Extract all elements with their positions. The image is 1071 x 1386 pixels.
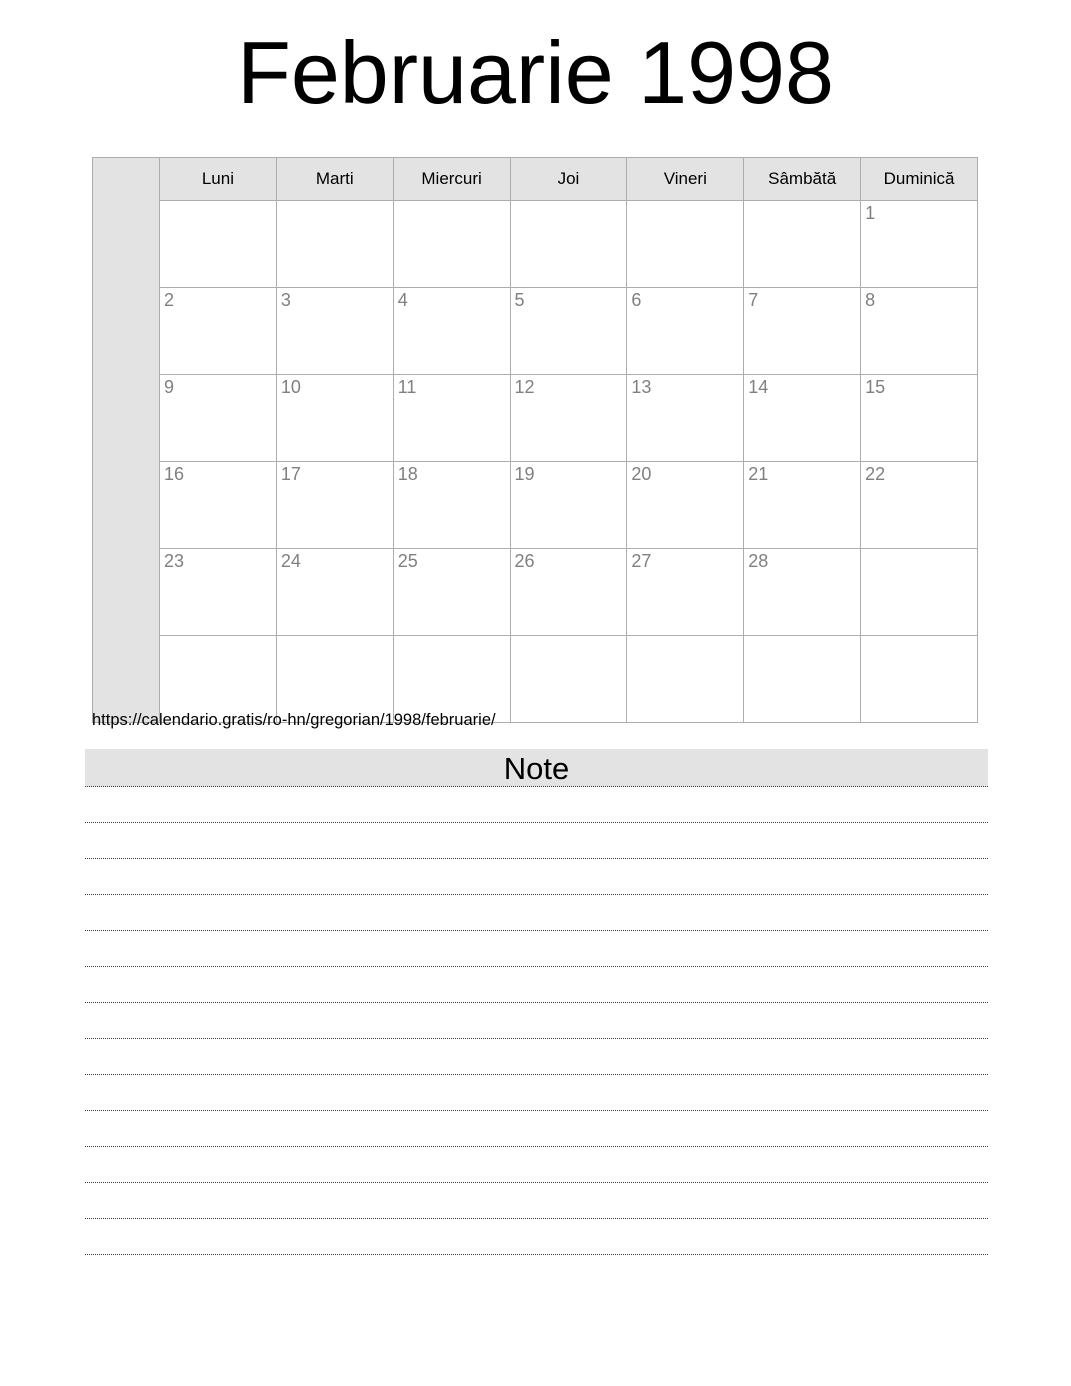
note-line <box>85 859 988 895</box>
note-line <box>85 1075 988 1111</box>
empty-day-cell <box>276 636 393 723</box>
day-cell: 18 <box>393 462 510 549</box>
day-cell: 26 <box>510 549 627 636</box>
day-cell: 12 <box>510 375 627 462</box>
note-line <box>85 1183 988 1219</box>
weekday-header: Sâmbătă <box>744 158 861 201</box>
empty-day-cell <box>627 201 744 288</box>
day-cell: 22 <box>861 462 978 549</box>
week-row <box>93 636 978 723</box>
day-cell: 2 <box>160 288 277 375</box>
empty-day-cell <box>160 201 277 288</box>
day-cell: 11 <box>393 375 510 462</box>
note-line <box>85 1219 988 1255</box>
note-line <box>85 931 988 967</box>
empty-day-cell <box>861 549 978 636</box>
week-row <box>93 375 978 462</box>
empty-day-cell <box>393 201 510 288</box>
calendar-table <box>92 157 978 723</box>
empty-day-cell <box>861 636 978 723</box>
empty-day-cell <box>744 636 861 723</box>
weekday-header: Duminică <box>861 158 978 201</box>
day-cell: 14 <box>744 375 861 462</box>
day-cell: 6 <box>627 288 744 375</box>
note-line <box>85 823 988 859</box>
day-cell: 10 <box>276 375 393 462</box>
day-cell: 9 <box>160 375 277 462</box>
day-cell: 27 <box>627 549 744 636</box>
day-cell: 21 <box>744 462 861 549</box>
day-cell: 8 <box>861 288 978 375</box>
note-line <box>85 787 988 823</box>
notes-section <box>85 749 988 1255</box>
day-cell: 3 <box>276 288 393 375</box>
day-cell: 1 <box>861 201 978 288</box>
week-number-column <box>93 158 160 723</box>
note-line <box>85 1111 988 1147</box>
note-line <box>85 1003 988 1039</box>
weekday-header-row <box>93 158 978 201</box>
day-cell: 25 <box>393 549 510 636</box>
empty-day-cell <box>510 636 627 723</box>
day-cell: 13 <box>627 375 744 462</box>
week-row <box>93 201 978 288</box>
weekday-header: Luni <box>160 158 277 201</box>
note-line <box>85 1147 988 1183</box>
empty-day-cell <box>744 201 861 288</box>
weekday-header: Joi <box>510 158 627 201</box>
note-lines <box>85 787 988 1255</box>
note-line <box>85 895 988 931</box>
source-url: https://calendario.gratis/ro-hn/gregorian/1998/februarie/ <box>92 711 496 729</box>
day-cell: 24 <box>276 549 393 636</box>
day-cell: 4 <box>393 288 510 375</box>
notes-heading: Note <box>85 749 988 787</box>
day-cell: 16 <box>160 462 277 549</box>
week-row <box>93 462 978 549</box>
day-cell: 23 <box>160 549 277 636</box>
day-cell: 19 <box>510 462 627 549</box>
weekday-header: Marti <box>276 158 393 201</box>
day-cell: 5 <box>510 288 627 375</box>
note-line <box>85 1039 988 1075</box>
note-line <box>85 967 988 1003</box>
day-cell: 15 <box>861 375 978 462</box>
day-cell: 20 <box>627 462 744 549</box>
day-cell: 17 <box>276 462 393 549</box>
empty-day-cell <box>160 636 277 723</box>
empty-day-cell <box>393 636 510 723</box>
weekday-header: Miercuri <box>393 158 510 201</box>
weekday-header: Vineri <box>627 158 744 201</box>
page-title: Februarie 1998 <box>237 23 834 122</box>
week-row <box>93 549 978 636</box>
empty-day-cell <box>276 201 393 288</box>
week-row <box>93 288 978 375</box>
empty-day-cell <box>510 201 627 288</box>
day-cell: 28 <box>744 549 861 636</box>
empty-day-cell <box>627 636 744 723</box>
day-cell: 7 <box>744 288 861 375</box>
